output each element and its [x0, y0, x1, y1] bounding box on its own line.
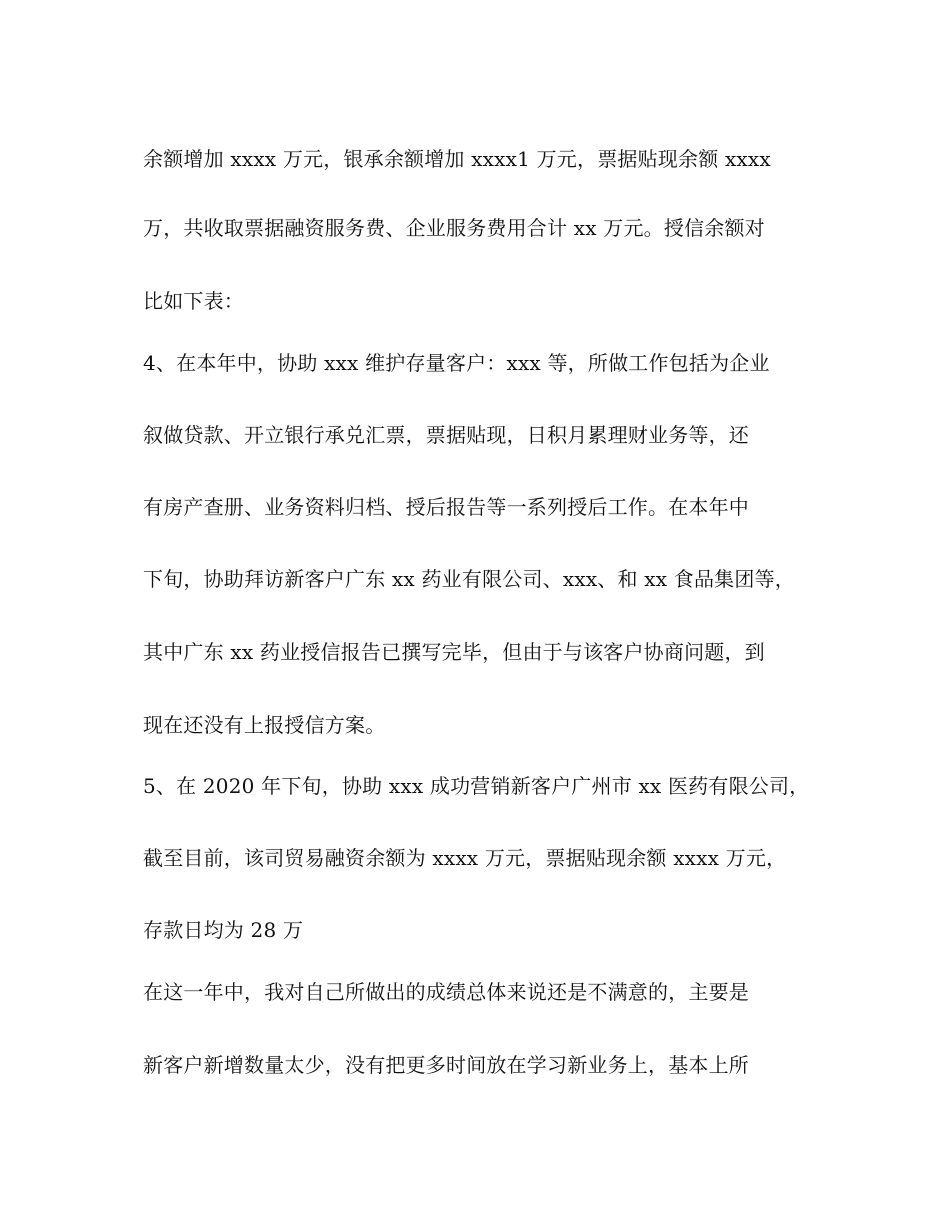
text-line: 在这一年中，我对自己所做出的成绩总体来说还是不满意的，主要是 — [143, 980, 749, 1004]
text-line: 余额增加 xxxx 万元，银承余额增加 xxxx1 万元，票据贴现余额 xxxx — [143, 147, 771, 171]
text-line: 其中广东 xx 药业授信报告已撰写完毕，但由于与该客户协商问题，到 — [143, 640, 765, 664]
text-line: 下旬，协助拜访新客户广东 xx 药业有限公司、xxx、和 xx 食品集团等， — [143, 567, 795, 591]
text-line: 现在还没有上报授信方案。 — [143, 713, 386, 737]
text-line: 5、在 2020 年下旬，协助 xxx 成功营销新客户广州市 xx 医药有限公司， — [143, 774, 810, 798]
text-line: 万，共收取票据融资服务费、企业服务费用合计 xx 万元。授信余额对 — [143, 216, 765, 240]
text-line: 叙做贷款、开立银行承兑汇票，票据贴现，日积月累理财业务等，还 — [143, 423, 749, 447]
text-line: 新客户新增数量太少，没有把更多时间放在学习新业务上，基本上所 — [143, 1053, 749, 1077]
text-line: 比如下表： — [143, 289, 244, 313]
text-line: 截至目前，该司贸易融资余额为 xxxx 万元，票据贴现余额 xxxx 万元， — [143, 846, 787, 870]
text-line: 4、在本年中，协助 xxx 维护存量客户：xxx 等，所做工作包括为企业 — [143, 351, 770, 375]
text-line: 有房产查册、业务资料归档、授后报告等一系列授后工作。在本年中 — [143, 495, 749, 519]
text-line: 存款日均为 28 万 — [143, 918, 304, 942]
